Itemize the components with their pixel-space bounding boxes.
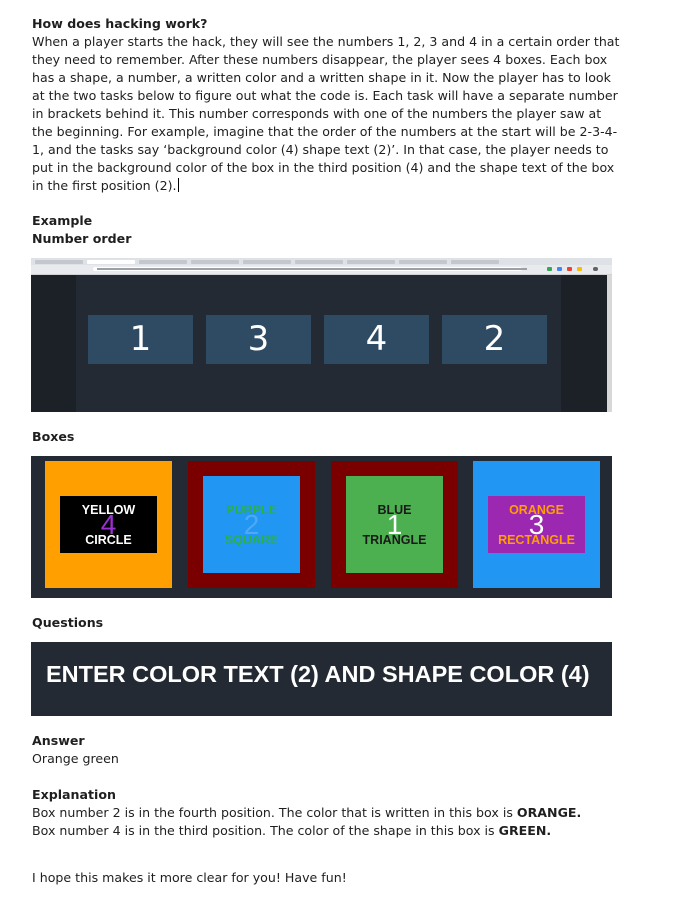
explanation-line-1-emphasis: ORANGE. xyxy=(516,805,582,820)
extension-icon xyxy=(567,267,572,271)
number-tile: 2 xyxy=(442,315,547,364)
box-number: 2 xyxy=(243,508,260,540)
box-shape-text: RECTANGLE xyxy=(498,532,575,547)
box-number: 4 xyxy=(100,508,117,540)
question-text: ENTER COLOR TEXT (2) AND SHAPE COLOR (4) xyxy=(46,661,590,687)
explanation-line-2-text: Box number 4 is in the third position. The color of the shape in this box is xyxy=(32,823,499,838)
browser-tab xyxy=(191,260,239,264)
browser-tab xyxy=(347,260,395,264)
explanation-line-1-text: Box number 2 is in the fourth position. The color that is written in this box is xyxy=(32,805,517,820)
hack-box-1 xyxy=(45,461,172,588)
profile-icon xyxy=(593,267,598,271)
box-number: 3 xyxy=(528,508,545,540)
address-bar xyxy=(93,267,522,271)
browser-tab xyxy=(139,260,187,264)
intro-body xyxy=(32,33,622,195)
explanation-heading: Explanation xyxy=(32,787,116,802)
browser-tab xyxy=(399,260,447,264)
intro-section xyxy=(32,15,622,195)
intro-body-text: When a player starts the hack, they will see the numbers 1, 2, 3 and 4 in a certain order that they need to remember. After these numbers disappear, the player sees 4 boxes. Each box has a shape, a number, a written color and a written shape in it. Now the player has to look at the two tasks below to figure out what the code is. Each task will have a separate number in brackets behind it. This number corresponds with one of the numbers the player saw at the beginning. For example, imagine that the order of the numbers at the start will be 2-3-4-1, and the tasks say ‘background color (4) shape text (2)’. In that case, the player needs to put in the background color of the box in the third position (4) and the shape text of the box in the first position (2). xyxy=(32,34,620,193)
number-tile: 4 xyxy=(324,315,429,364)
number-order-heading: Number order xyxy=(32,231,132,246)
box-number: 1 xyxy=(386,508,403,540)
number-order-screenshot xyxy=(31,258,612,412)
closing-text: I hope this makes it more clear for you! Have fun! xyxy=(32,870,347,885)
box-color-text: BLUE xyxy=(377,502,412,517)
text-cursor xyxy=(178,178,179,192)
browser-tab xyxy=(35,260,83,264)
box-color-text: PURPLE xyxy=(226,502,277,517)
question-screenshot xyxy=(31,642,612,716)
hack-box-4 xyxy=(473,461,600,588)
questions-heading: Questions xyxy=(32,615,104,630)
extension-icon xyxy=(577,267,582,271)
number-tile: 3 xyxy=(206,315,311,364)
browser-tab xyxy=(243,260,291,264)
box-color-text: ORANGE xyxy=(509,502,564,517)
hack-box-3 xyxy=(331,461,458,588)
number-tile: 1 xyxy=(88,315,193,364)
extension-icon xyxy=(557,267,562,271)
scrollbar xyxy=(607,275,612,412)
box-color-text: YELLOW xyxy=(81,502,136,517)
box-shape-text: TRIANGLE xyxy=(362,532,427,547)
box-shape-text: SQUARE xyxy=(224,532,279,547)
intro-heading: How does hacking work? xyxy=(32,16,208,31)
answer-text: Orange green xyxy=(32,751,119,766)
explanation-line-2 xyxy=(32,822,551,840)
box-shape-square xyxy=(203,476,300,573)
box-shape-square xyxy=(346,476,443,573)
browser-tab xyxy=(295,260,343,264)
browser-tab-active xyxy=(87,260,135,264)
browser-tab xyxy=(451,260,499,264)
boxes-heading: Boxes xyxy=(32,429,75,444)
box-shape-rectangle xyxy=(488,496,585,553)
boxes-screenshot xyxy=(31,456,612,598)
answer-heading: Answer xyxy=(32,733,85,748)
browser-tab-strip xyxy=(31,258,612,265)
explanation-line-1 xyxy=(32,804,581,822)
example-heading: Example xyxy=(32,213,93,228)
box-shape-rectangle xyxy=(60,496,157,553)
hack-game-area xyxy=(76,275,561,412)
browser-toolbar xyxy=(31,258,612,275)
explanation-line-2-emphasis: GREEN. xyxy=(498,823,552,838)
extension-icon xyxy=(547,267,552,271)
box-shape-text: CIRCLE xyxy=(85,532,132,547)
hack-box-2 xyxy=(188,461,315,588)
